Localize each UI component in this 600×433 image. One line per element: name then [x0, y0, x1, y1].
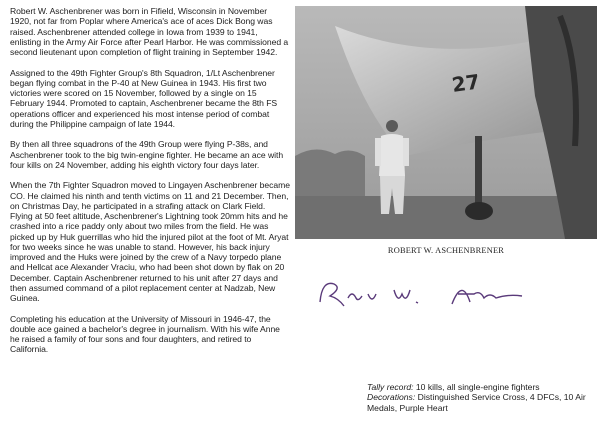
photo-ground — [295, 196, 597, 239]
biography-text — [10, 6, 290, 355]
signature-handwriting — [312, 268, 592, 318]
decorations-value: Distinguished Service Cross, 4 DFCs, 10 Air Medals, Purple Heart — [367, 392, 586, 413]
pilot-photo — [295, 6, 597, 239]
pilot-photo-illustration — [295, 6, 597, 239]
bio-paragraph-4: When the 7th Fighter Squadron moved to Lingayen Aschenbrener became CO. He claimed his ninth and tenth victims on 11 and 21 December. Then, on Christmas Day, he participated in a strafing attack on Clark Field. Flying at 50 feet altitude, Aschenbrener's Lightning took 20mm hits and he crashed into a rice paddy only about two miles from the field. He was picked up by Huk guerrillas who hid the injured pilot at the foot of Mt. Aryat for two weeks since he was unable to stand. However, his back injury improved and the Huks were joined by the crew of a Navy torpedo plane and Hellcat ace Alexander Vraciu, who had been shot down by flak on 20 December. Captain Aschenbrener returned to his unit after 27 days and then assumed command of a pilot replacement center at Nadzab, New Guinea. — [10, 180, 290, 304]
aircraft-number: 27 — [450, 69, 482, 97]
photo-caption: ROBERT W. ASCHENBRENER — [387, 246, 505, 255]
signature — [312, 268, 592, 318]
bio-paragraph-1: Robert W. Aschenbrener was born in Fifield, Wisconsin in November 1920, not far from Poplar where America's ace of aces Dick Bong was raised. Aschenbrener attended college in Iowa from 1939 to 1941, enlisting in the Army Air Force after Pearl Harbor. He was commissioned a second lieutenant upon completion of flight training in September 1942. — [10, 6, 289, 57]
tally-record-line — [367, 382, 597, 392]
tally-record-label: Tally record: — [367, 382, 414, 392]
photo-trees — [295, 149, 365, 196]
decorations-label: Decorations: — [367, 392, 416, 403]
bio-paragraph-5: Completing his education at the University of Missouri in 1946-47, the double ace gained a bachelor's degree in journalism. With his wife Anne he raised a family of four sons and four daughters, and retired to California. — [10, 313, 280, 355]
service-record — [367, 382, 597, 413]
decorations-line — [367, 392, 597, 413]
landing-gear — [475, 136, 482, 206]
bio-paragraph-3: By then all three squadrons of the 49th Group were flying P-38s, and Aschenbrener took to the big twin-engine fighter. He became an ace with four kills on 24 November, adding his eighth victory four days later. — [10, 139, 284, 170]
tally-record-value: 10 kills, all single-engine fighters — [413, 382, 540, 392]
bio-paragraph-2: Assigned to the 49th Fighter Group's 8th Squadron, 1/Lt Aschenbrener began flying combat in the P-40 at New Guinea in 1943. His first two victories were scored on 15 November, followed by a single on 15 February 1944. Promoted to captain, Aschenbrener became the 8th FS operations officer and experienced his most intense period of combat during the Philippine campaign of late 1944. — [10, 67, 278, 129]
landing-wheel — [465, 202, 493, 220]
